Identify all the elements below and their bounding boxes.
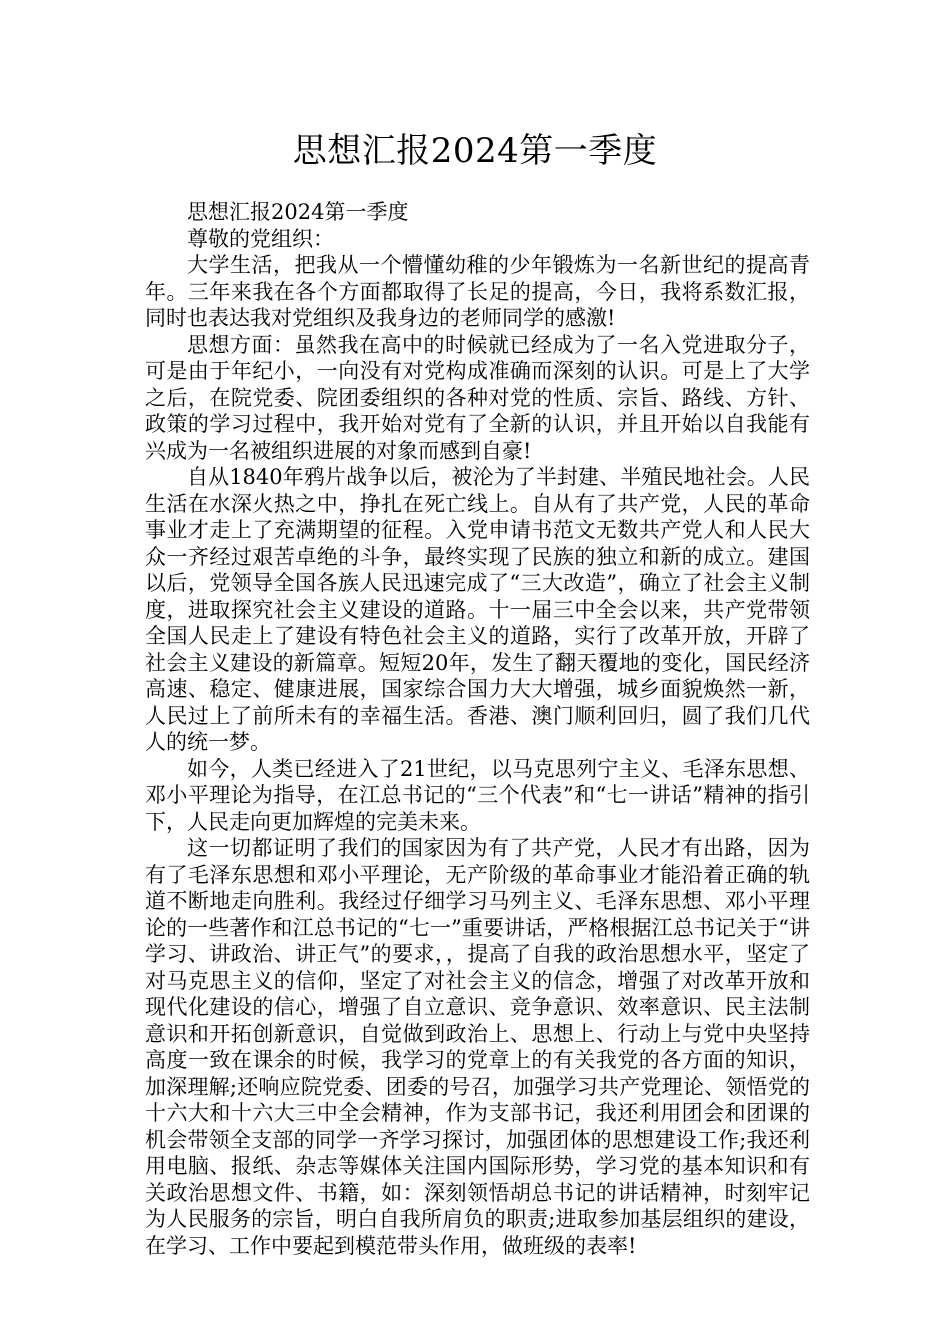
paragraph-thought: 思想方面：虽然我在高中的时候就已经成为了一名入党进取分子，可是由于年纪小，一向没有对党构成准确而深刻的认识。可是上了大学之后，在院党委、院团委组织的各种对党的性质、宗旨、路线、方针、政策的学习过程中，我开始对党有了全新的认识，并且开始以自我能有兴成为一名被组织进展的对象而感到自豪! bbox=[145, 332, 810, 463]
paragraph-history: 自从1840年鸦片战争以后，被沦为了半封建、半殖民地社会。人民生活在水深火热之中，挣扎在死亡线上。自从有了共产党，人民的革命事业才走上了充满期望的征程。入党申请书范文无数共产党人和人民大众一齐经过艰苦卓绝的斗争，最终实现了民族的独立和新的成立。建国以后，党领导全国各族人民迅速完成了“三大改造”，确立了社会主义制度，进取探究社会主义建设的道路。十一届三中全会以来，共产党带领全国人民走上了建设有特色社会主义的道路，实行了改革开放，开辟了社会主义建设的新篇章。短短20年，发生了翻天覆地的变化，国民经济高速、稳定、健康进展，国家综合国力大大增强，城乡面貌焕然一新，人民过上了前所未有的幸福生活。香港、澳门顺利回归，圆了我们几代人的统一梦。 bbox=[145, 465, 810, 754]
paragraph-intro: 大学生活，把我从一个懵懂幼稚的少年锻炼为一名新世纪的提高青年。三年来我在各个方面都取得了长足的提高，今日，我将系数汇报，同时也表达我对党组织及我身边的老师同学的感激! bbox=[145, 253, 810, 330]
doc-subtitle: 思想汇报2024第一季度 bbox=[187, 200, 409, 224]
document-title: 思想汇报2024第一季度 bbox=[292, 131, 658, 171]
paragraph-century: 如今，人类已经进入了21世纪，以马克思列宁主义、毛泽东思想、邓小平理论为指导，在江总书记的“三个代表”和“七一讲话”精神的指引下，人民走向更加辉煌的完美未来。 bbox=[145, 756, 810, 834]
salutation: 尊敬的党组织： bbox=[187, 226, 334, 251]
paragraph-study: 这一切都证明了我们的国家因为有了共产党，人民才有出路，因为有了毛泽东思想和邓小平理论，无产阶级的革命事业才能沿着正确的轨道不断地走向胜利。我经过仔细学习马列主义、毛泽东思想、邓小平理论的一些著作和江总书记的“七一”重要讲话，严格根据江总书记关于“讲学习、讲政治、讲正气”的要求，，提高了自我的政治思想水平，坚定了对马克思主义的信仰，坚定了对社会主义的信念，增强了对改革开放和现代化建设的信心，增强了自立意识、竞争意识、效率意识、民主法制意识和开拓创新意识，自觉做到政治上、思想上、行动上与党中央坚持高度一致在课余的时候，我学习的党章上的有关我党的各方面的知识，加深理解;还响应院党委、团委的号召，加强学习共产党理论、领悟党的十六大和十六大三中全会精神，作为支部书记，我还利用团会和团课的机会带领全支部的同学一齐学习探讨，加强团体的思想建设工作;我还利用电脑、报纸、杂志等媒体关注国内国际形势，学习党的基本知识和有关政治思想文件、书籍，如：深刻领悟胡总书记的讲话精神，时刻牢记为人民服务的宗旨，明白自我所肩负的职责;进取参加基层组织的建设，在学习、工作中要起到模范带头作用，做班级的表率! bbox=[145, 836, 810, 1258]
document-body bbox=[145, 199, 810, 1259]
